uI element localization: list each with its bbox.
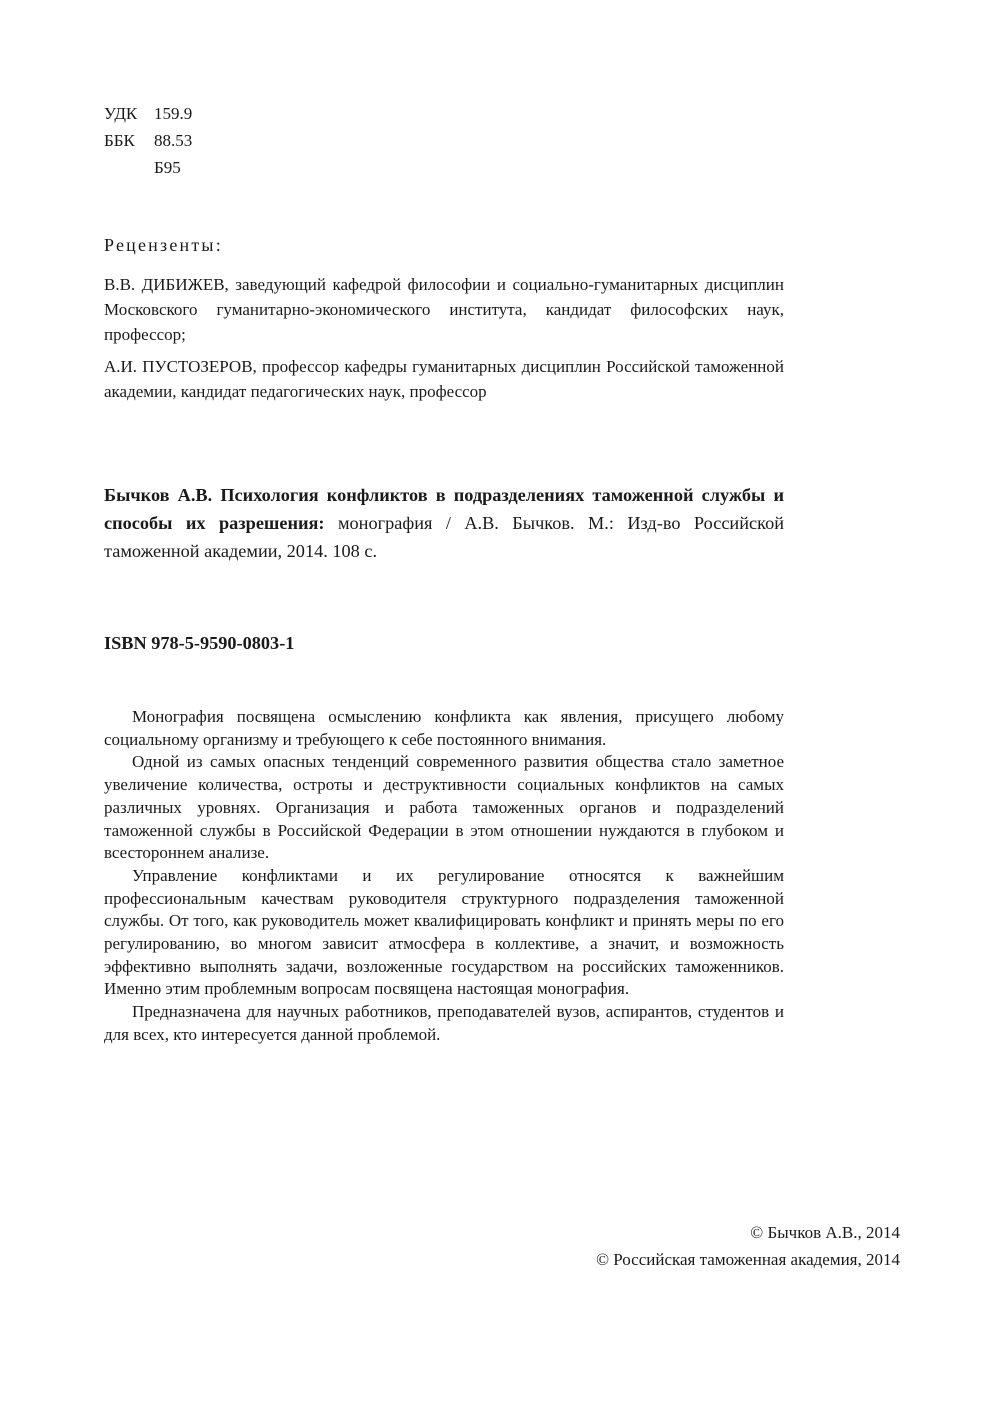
copyright-author: © Бычков А.В., 2014	[750, 1223, 900, 1242]
classification-codes	[104, 100, 784, 181]
bibliographic-title: Бычков А.В. Психология конфликтов в подразделениях таможенной службы и способы их разрешения:	[104, 485, 784, 533]
reviewers-heading: Рецензенты:	[104, 235, 223, 255]
isbn: ISBN 978-5-9590-0803-1	[104, 633, 295, 653]
abstract-paragraph: Монография посвящена осмыслению конфликта как явления, присущего любому социальному организму и требующего к себе постоянного внимания.	[104, 707, 784, 749]
copyright-notice	[596, 1219, 900, 1273]
author-mark: Б95	[154, 158, 181, 177]
bbk-value: 88.53	[154, 131, 193, 150]
bibliographic-entry	[104, 481, 784, 565]
bbk-row	[104, 127, 784, 154]
bibliographic-details: монография / А.В. Бычков. М.: Изд-во Российской таможенной академии, 2014. 108 с.	[104, 513, 784, 561]
abstract-paragraph: Одной из самых опасных тенденций современного развития общества стало заметное увеличение количества, остроты и деструктивности социальных конфликтов на самых различных уровнях. Организация и работа таможенных органов и подразделений таможенной службы в Российской Федерации в этом отношении нуждаются в глубоком и всестороннем анализе.	[104, 752, 784, 863]
reviewer-entry: А.И. ПУСТОЗЕРОВ, профессор кафедры гуманитарных дисциплин Российской таможенной академии, кандидат педагогических наук, профессор	[104, 357, 784, 401]
udk-row	[104, 100, 784, 127]
abstract	[104, 706, 784, 1047]
udk-value: 159.9	[154, 104, 193, 123]
abstract-paragraph: Предназначена для научных работников, преподавателей вузов, аспирантов, студентов и для всех, кто интересуется данной проблемой.	[104, 1002, 784, 1044]
copyright-publisher: © Российская таможенная академия, 2014	[596, 1250, 900, 1269]
abstract-paragraph: Управление конфликтами и их регулирование относятся к важнейшим профессиональным качествам руководителя структурного подразделения таможенной службы. От того, как руководитель может квалифицировать конфликт и принять меры по его регулированию, во многом зависит атмосфера в коллективе, а значит, и возможность эффективно выполнять задачи, возложенные государством на российских таможенников. Именно этим проблемным вопросам посвящена настоящая монография.	[104, 865, 784, 999]
bbk-label: ББК	[104, 131, 135, 150]
reviewer-entry: В.В. ДИБИЖЕВ, заведующий кафедрой философии и социально-гуманитарных дисциплин Московского гуманитарно-экономического института, кандидат философских наук, профессор;	[104, 275, 784, 344]
udk-label: УДК	[104, 104, 138, 123]
